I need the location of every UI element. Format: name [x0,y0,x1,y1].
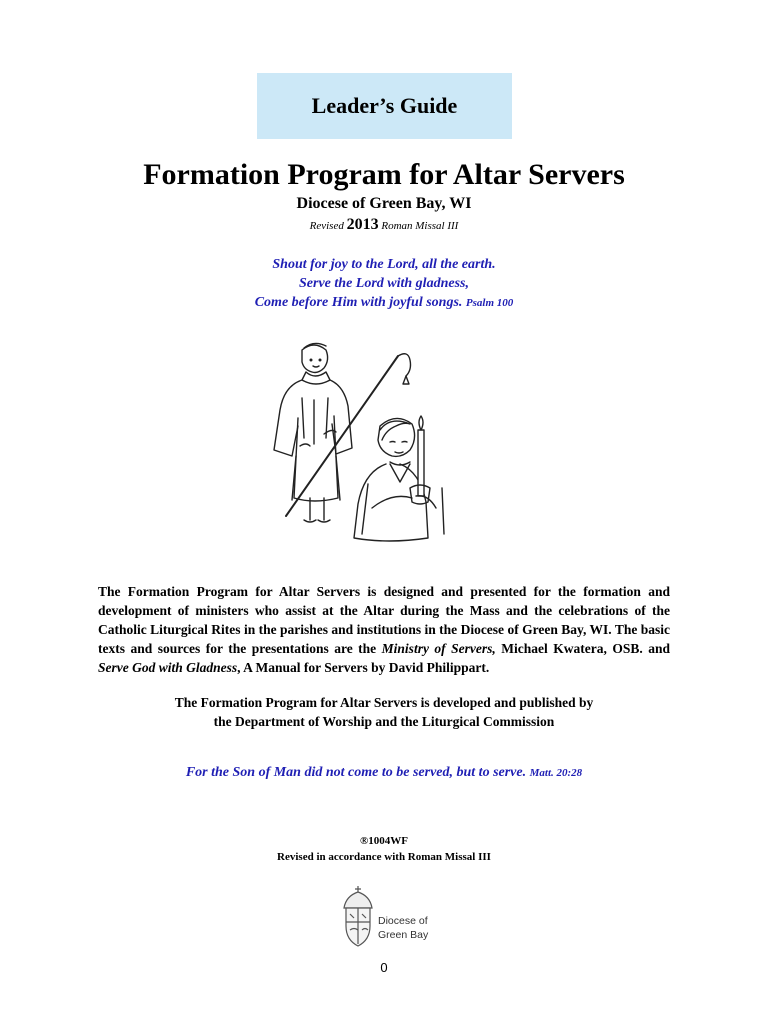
book-title-ministry-of-servers: Ministry of Servers, [381,641,496,656]
psalm-reference: Psalm 100 [465,297,514,309]
logo-line-2: Green Bay [378,929,429,941]
psalm-line-1: Shout for joy to the Lord, all the earth. [272,257,496,272]
psalm-line-3-text: Come before Him with joyful songs. [254,295,463,310]
publisher-statement [0,693,768,731]
closing-scripture-quote [0,765,768,781]
diocese-logo-text [378,914,428,942]
description-part-1: The Formation Program for Altar Servers is designed and presented for the formation and development of ministers who assist at the Altar during the Mass and the celebrations of the Catholic Liturgical Rites in the parishes and institutions in the Diocese of Green Bay, WI. The basic texts and sources for the presentations are the [98,584,670,656]
document-code: ®1004WF [360,835,408,847]
page-number: 0 [380,960,388,975]
publisher-line-1: The Formation Program for Altar Servers is developed and published by [174,695,594,710]
description-part-2: Michael Kwatera, OSB. and [495,641,671,656]
publisher-line-2: the Department of Worship and the Liturgical Commission [213,714,555,729]
revision-line [0,216,768,234]
revision-note: Revised in accordance with Roman Missal III [277,851,491,863]
altar-server-holding-candle-icon [354,416,444,541]
document-subtitle: Diocese of Green Bay, WI [296,195,472,212]
altar-servers-illustration [240,338,480,548]
altar-server-with-candle-lighter-icon [274,343,411,522]
document-title: Formation Program for Altar Servers [143,158,625,191]
revised-prefix: Revised [309,220,344,232]
psalm-line-3 [0,293,768,313]
closing-quote-text: For the Son of Man did not come to be served, but to serve. [185,765,527,780]
leaders-guide-banner [257,73,512,139]
program-description [98,582,670,677]
psalm-line-2: Serve the Lord with gladness, [299,276,469,291]
book-title-serve-god-with-gladness: Serve God with Gladness [98,660,238,675]
psalm-quote [0,255,768,313]
revised-suffix: Roman Missal III [381,220,459,232]
logo-line-1: Diocese of [378,915,428,927]
revised-year: 2013 [346,216,379,233]
description-part-3: , A Manual for Servers by David Philippart. [237,660,490,675]
closing-quote-reference: Matt. 20:28 [529,767,583,779]
leaders-guide-label: Leader’s Guide [311,93,458,118]
